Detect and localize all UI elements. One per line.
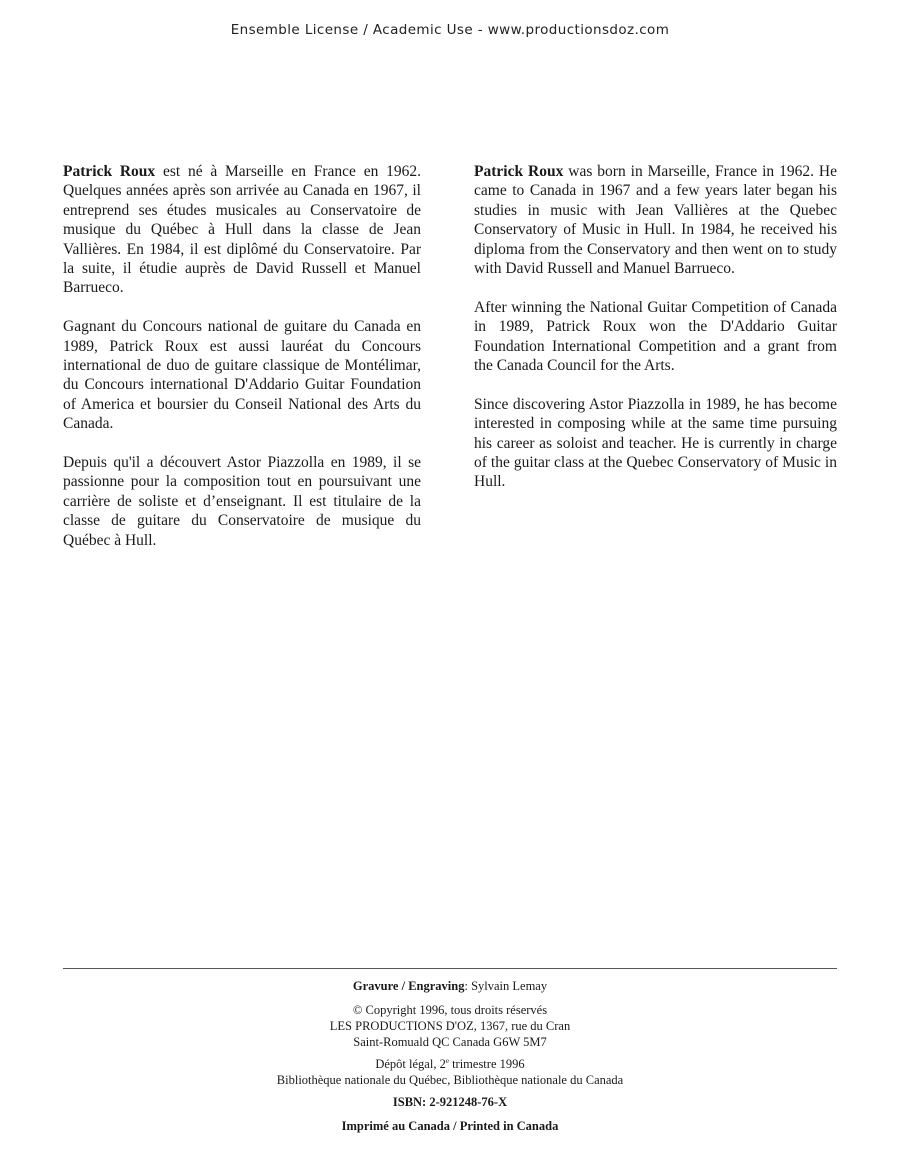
isbn-text: ISBN: 2-921248-76-X bbox=[392, 1095, 508, 1109]
publication-footer bbox=[0, 978, 900, 1134]
bio-en-paragraph-1 bbox=[474, 162, 837, 278]
license-header: Ensemble License / Academic Use - www.productionsdoz.com bbox=[230, 22, 670, 38]
depot-line bbox=[0, 1056, 900, 1072]
footer-divider bbox=[63, 968, 837, 969]
depot-text-b: trimestre 1996 bbox=[448, 1057, 525, 1071]
publisher-line: LES PRODUCTIONS D'OZ, 1367, rue du Cran bbox=[329, 1019, 571, 1033]
bio-en-paragraph-2: After winning the National Guitar Competition of Canada in 1989, Patrick Roux won the D'Addario Guitar Foundation International Competition and a grant from the Canada Council for the Arts. bbox=[474, 298, 837, 375]
depot-superscript: e bbox=[445, 1056, 449, 1065]
bio-fr-paragraph-2: Gagnant du Concours national de guitare du Canada en 1989, Patrick Roux est aussi lauréat du Concours international de duo de guitare classique de Montélimar, du Concours international D'Addario Guitar Foundation of America et boursier du Conseil National des Arts du Canada. bbox=[63, 318, 421, 433]
bio-en-p1-text: was born in Marseille, France in 1962. He came to Canada in 1967 and a few years later began his studies in music with Jean Vallières at the Quebec Conservatory of Music in Hull. In 1984, he received his diploma from the Conservatory and then went on to study with David Russell and Manuel Barrueco. bbox=[474, 163, 837, 278]
printed-text: Imprimé au Canada / Printed in Canada bbox=[341, 1119, 559, 1133]
libraries-line: Bibliothèque nationale du Québec, Bibliothèque nationale du Canada bbox=[276, 1073, 624, 1087]
copyright-line: © Copyright 1996, tous droits réservés bbox=[352, 1003, 548, 1017]
biography-english bbox=[474, 162, 837, 511]
isbn-line bbox=[0, 1094, 900, 1110]
bio-en-name: Patrick Roux bbox=[474, 163, 564, 180]
bio-fr-paragraph-3: Depuis qu'il a découvert Astor Piazzolla en 1989, il se passionne pour la composition tout en poursuivant une carrière de soliste et d’enseignant. Il est titulaire de la classe de guitare du Conservatoire de musique du Québec à Hull. bbox=[63, 454, 421, 549]
engraving-line bbox=[0, 978, 900, 994]
depot-text-a: Dépôt légal, 2 bbox=[375, 1057, 446, 1071]
bio-en-paragraph-3: Since discovering Astor Piazzolla in 1989, he has become interested in composing while at the same time pursuing his career as soloist and teacher. He is currently in charge of the guitar class at the Quebec Conservatory of Music in Hull. bbox=[474, 395, 837, 491]
bio-fr-name: Patrick Roux bbox=[63, 163, 156, 180]
printed-line bbox=[0, 1118, 900, 1134]
engraving-name: : Sylvain Lemay bbox=[464, 979, 548, 993]
biography-french bbox=[63, 162, 421, 569]
bio-fr-p1-text: est né à Marseille en France en 1962. Quelques années après son arrivée au Canada en 1967, il entreprend ses études musicales au Conservatoire de musique du Québec à Hull dans la classe de Jean Vallières. En 1984, il est diplômé du Conservatoire. Par la suite, il étudie auprès de David Russell et Manuel Barrueco. bbox=[63, 163, 421, 297]
engraving-label: Gravure / Engraving bbox=[352, 979, 465, 993]
bio-fr-paragraph-1 bbox=[63, 162, 421, 298]
address-line: Saint-Romuald QC Canada G6W 5M7 bbox=[353, 1035, 547, 1049]
